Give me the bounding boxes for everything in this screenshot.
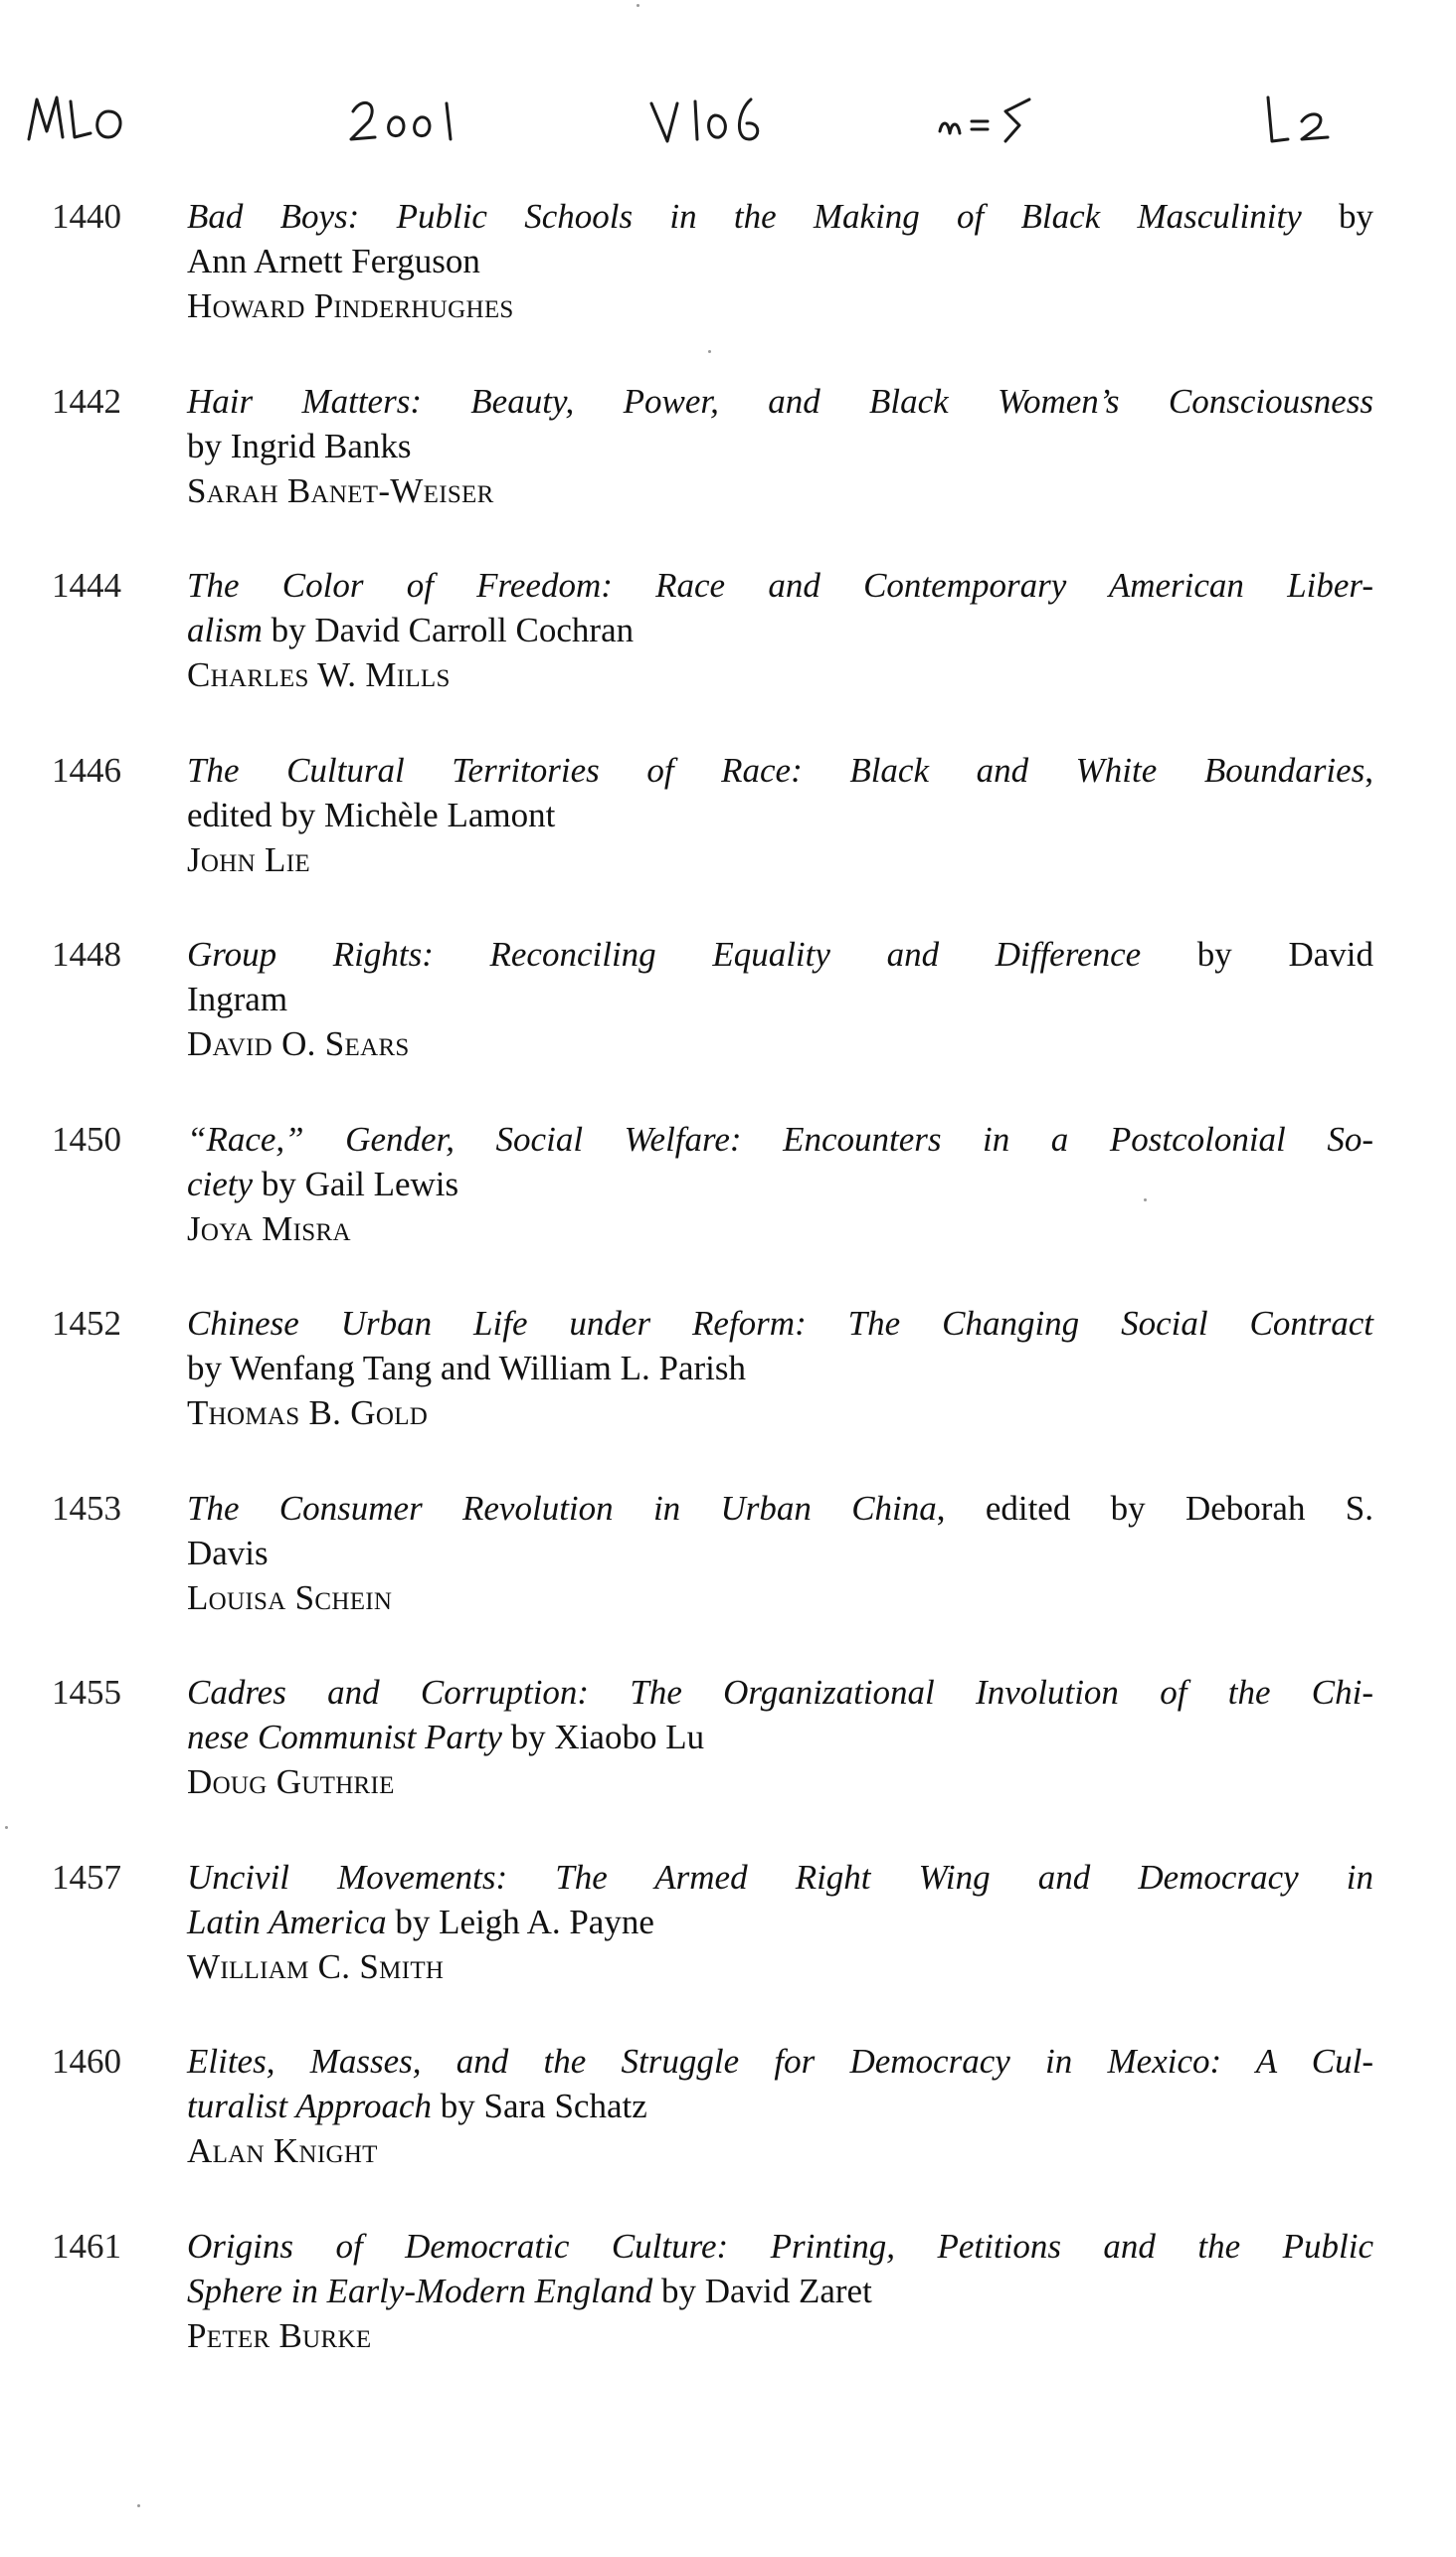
author-text: by David Carroll Cochran xyxy=(262,611,635,649)
page-number: 1461 xyxy=(52,2226,121,2266)
book-title: Elites, Masses, and the Struggle for Democracy in Mexico: A Cul- xyxy=(187,2042,1373,2081)
author-line: by Ingrid Banks xyxy=(187,426,412,465)
scan-speck xyxy=(637,4,639,7)
page-number: 1442 xyxy=(52,381,121,421)
reviewer-name: David O. Sears xyxy=(187,1024,410,1063)
reviewer-name: Sarah Banet-Weiser xyxy=(187,470,494,510)
entry-line-1 xyxy=(187,2224,1373,2269)
reviewer-name: Louisa Schein xyxy=(187,1577,393,1617)
review-entry xyxy=(0,1670,1456,1855)
page-number: 1444 xyxy=(52,566,121,605)
entry-line-1 xyxy=(187,563,1373,608)
entry-body xyxy=(187,1486,1373,1620)
book-title: The Consumer Revolution in Urban China xyxy=(187,1488,937,1528)
page-number: 1452 xyxy=(52,1304,121,1343)
entry-line-1 xyxy=(187,1117,1373,1162)
review-entry xyxy=(0,563,1456,748)
entry-body xyxy=(187,194,1373,328)
entry-line-1 xyxy=(187,932,1373,977)
entry-line-2 xyxy=(187,608,1373,652)
page-number: 1457 xyxy=(52,1857,121,1897)
author-text: , xyxy=(1365,750,1373,790)
handwritten-annotation xyxy=(25,82,1358,161)
reviewer-name: Charles W. Mills xyxy=(187,655,451,694)
entry-line-2 xyxy=(187,2269,1373,2313)
author-line: Ingram xyxy=(187,980,288,1018)
entry-line-2 xyxy=(187,1162,1373,1206)
book-title: Cadres and Corruption: The Organizational Involution of the Chi- xyxy=(187,1673,1373,1712)
author-text: by Gail Lewis xyxy=(253,1164,459,1203)
author-text: by Sara Schatz xyxy=(432,2087,647,2125)
book-title: Hair Matters: Beauty, Power, and Black Women’s Consciousness xyxy=(187,381,1373,421)
author-line: edited by Michèle Lamont xyxy=(187,795,556,834)
entry-line-1 xyxy=(187,194,1373,239)
author-text: by David Zaret xyxy=(652,2271,872,2310)
review-entry xyxy=(0,2224,1456,2409)
review-entry xyxy=(0,379,1456,564)
book-title: Chinese Urban Life under Reform: The Changing Social Contract xyxy=(187,1304,1373,1343)
reviewer-name: Thomas B. Gold xyxy=(187,1393,429,1432)
entry-body xyxy=(187,1301,1373,1435)
entry-body xyxy=(187,1855,1373,1989)
entry-line-2 xyxy=(187,2084,1373,2128)
reviewer-name: Howard Pinderhughes xyxy=(187,286,514,325)
review-entry xyxy=(0,932,1456,1117)
author-text: by Xiaobo Lu xyxy=(501,1718,705,1756)
reviewer-name: Peter Burke xyxy=(187,2315,372,2355)
reviewer-name: William C. Smith xyxy=(187,1946,445,1986)
review-entry xyxy=(0,194,1456,379)
book-title-continued: Latin America xyxy=(187,1902,387,1941)
author-text: , edited by Deborah S. xyxy=(936,1488,1373,1528)
entry-line-1 xyxy=(187,1670,1373,1715)
author-text: by David xyxy=(1141,935,1373,974)
page-number: 1460 xyxy=(52,2042,121,2081)
review-entry xyxy=(0,1301,1456,1486)
book-title: Group Rights: Reconciling Equality and Difference xyxy=(187,935,1142,974)
review-entry xyxy=(0,1855,1456,2040)
reviewer-name: John Lie xyxy=(187,839,310,879)
reviewer-name: Joya Misra xyxy=(187,1208,351,1248)
entry-body xyxy=(187,748,1373,882)
author-line: Ann Arnett Ferguson xyxy=(187,242,480,280)
book-title: The Color of Freedom: Race and Contemporary American Liber- xyxy=(187,566,1373,605)
book-title: The Cultural Territories of Race: Black and White Boundaries xyxy=(187,750,1365,790)
entry-body xyxy=(187,563,1373,697)
author-text: by Leigh A. Payne xyxy=(386,1902,654,1941)
review-entry xyxy=(0,1486,1456,1671)
entry-line-1 xyxy=(187,1855,1373,1900)
entry-line-2 xyxy=(187,1900,1373,1944)
book-title-continued: Sphere in Early-Modern England xyxy=(187,2271,653,2310)
page-number: 1450 xyxy=(52,1119,121,1159)
book-title: Uncivil Movements: The Armed Right Wing and Democracy in xyxy=(187,1857,1373,1897)
entry-line-1 xyxy=(187,1486,1373,1531)
page-number: 1440 xyxy=(52,197,121,236)
book-title: “Race,” Gender, Social Welfare: Encounters in a Postcolonial So- xyxy=(187,1119,1373,1159)
entry-body xyxy=(187,2224,1373,2358)
entry-body xyxy=(187,379,1373,513)
page-number: 1446 xyxy=(52,750,121,790)
entry-body xyxy=(187,1117,1373,1251)
book-title-continued: nese Communist Party xyxy=(187,1718,502,1756)
book-title-continued: turalist Approach xyxy=(187,2087,432,2125)
entry-line-1 xyxy=(187,1301,1373,1346)
book-title: Origins of Democratic Culture: Printing, Petitions and the Public xyxy=(187,2226,1373,2266)
review-entry xyxy=(0,748,1456,933)
book-title: Bad Boys: Public Schools in the Making of Black Masculinity xyxy=(187,197,1302,236)
scan-speck xyxy=(137,2504,140,2507)
entry-line-1 xyxy=(187,2039,1373,2084)
entry-line-1 xyxy=(187,748,1373,793)
page-number: 1453 xyxy=(52,1488,121,1528)
book-title-continued: ciety xyxy=(187,1164,254,1203)
review-list xyxy=(0,194,1456,2408)
page-number: 1455 xyxy=(52,1673,121,1712)
author-line: Davis xyxy=(187,1533,269,1572)
review-entry xyxy=(0,1117,1456,1302)
book-title-continued: alism xyxy=(187,611,263,649)
entry-line-2 xyxy=(187,1715,1373,1759)
reviewer-name: Alan Knight xyxy=(187,2131,378,2170)
entry-body xyxy=(187,2039,1373,2173)
entry-line-1 xyxy=(187,379,1373,424)
author-line: by Wenfang Tang and William L. Parish xyxy=(187,1349,746,1387)
reviewer-name: Doug Guthrie xyxy=(187,1762,395,1801)
entry-body xyxy=(187,932,1373,1066)
entry-body xyxy=(187,1670,1373,1804)
author-text: by xyxy=(1301,197,1373,236)
page-number: 1448 xyxy=(52,935,121,974)
review-entry xyxy=(0,2039,1456,2224)
